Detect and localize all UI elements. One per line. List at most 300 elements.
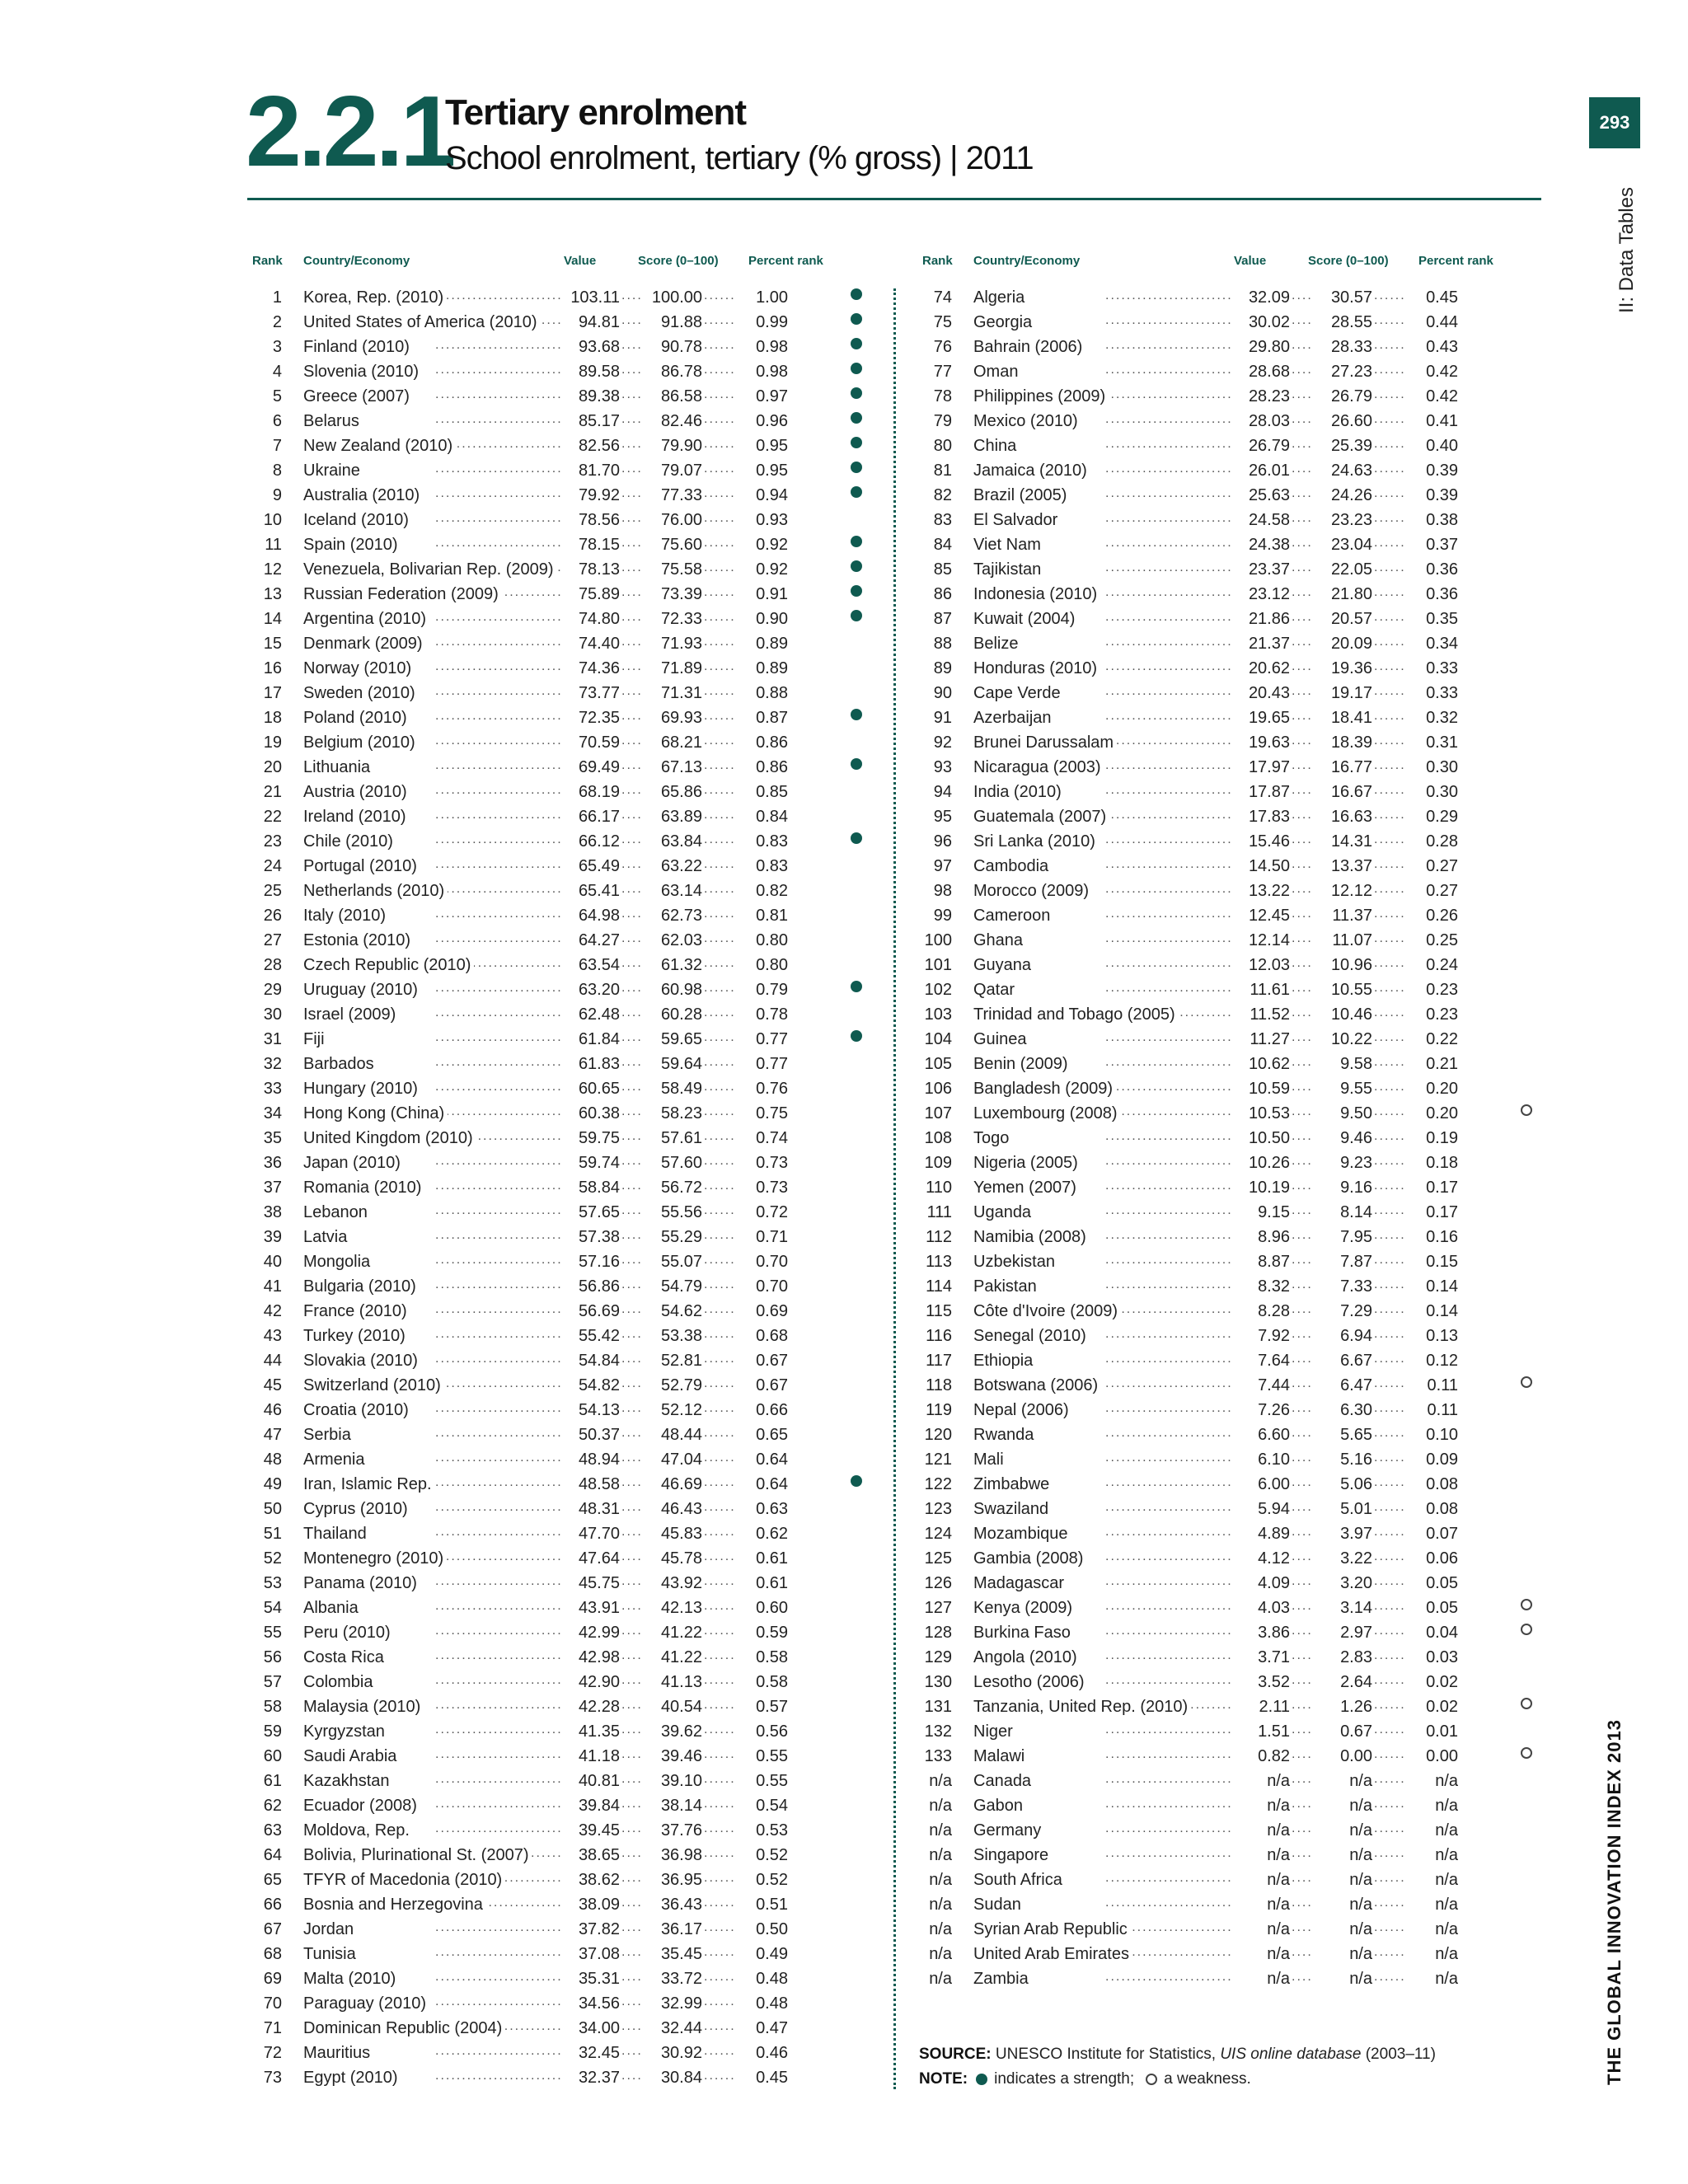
percent-rank-cell: 0.37 <box>1426 536 1458 554</box>
dot-leader <box>704 684 737 702</box>
score-cell: 24.63 <box>1330 462 1372 480</box>
percent-rank-cell: 0.80 <box>756 931 788 949</box>
dot-leader <box>621 288 643 307</box>
dot-leader <box>704 2019 737 2037</box>
rank-cell: 24 <box>263 857 282 875</box>
country-cell: Armenia <box>303 1451 368 1469</box>
dot-leader <box>1105 1871 1232 1889</box>
dot-leader <box>1374 585 1407 603</box>
dot-leader <box>435 1426 562 1444</box>
score-cell: n/a <box>1349 1797 1372 1815</box>
country-cell: Venezuela, Bolivarian Rep. (2009) <box>303 560 557 579</box>
percent-rank-cell: 0.45 <box>756 2069 788 2087</box>
country-cell: Malta (2010) <box>303 1970 399 1989</box>
dot-leader <box>704 1698 737 1716</box>
rank-cell: 21 <box>263 783 282 801</box>
rank-cell: 83 <box>933 511 952 529</box>
score-cell: n/a <box>1349 1945 1372 1963</box>
score-cell: 27.23 <box>1330 363 1372 381</box>
value-cell: 59.74 <box>578 1154 620 1172</box>
dot-leader <box>621 1846 643 1864</box>
strength-marker-icon <box>851 536 862 547</box>
rank-cell: 67 <box>263 1920 282 1938</box>
dot-leader <box>1292 1772 1313 1790</box>
percent-rank-cell: 0.77 <box>756 1055 788 1073</box>
dot-leader <box>621 758 643 776</box>
country-cell: Greece (2007) <box>303 387 413 406</box>
dot-leader <box>704 758 737 776</box>
percent-rank-cell: 0.86 <box>756 733 788 752</box>
score-cell: 33.72 <box>660 1970 702 1988</box>
dot-leader <box>1105 733 1232 752</box>
rank-cell: 130 <box>924 1673 952 1691</box>
country-cell: Trinidad and Tobago (2005) <box>973 1005 1179 1024</box>
country-cell: Denmark (2009) <box>303 635 426 654</box>
rank-cell: 19 <box>263 733 282 752</box>
dot-leader <box>435 338 562 356</box>
score-cell: 41.13 <box>660 1673 702 1691</box>
value-cell: 38.65 <box>578 1846 620 1864</box>
rank-cell: 29 <box>263 981 282 999</box>
value-cell: 10.19 <box>1248 1179 1290 1197</box>
dot-leader <box>621 1797 643 1815</box>
score-cell: 79.90 <box>660 437 702 455</box>
percent-rank-cell: 0.02 <box>1426 1673 1458 1691</box>
dot-leader <box>435 1673 562 1691</box>
dot-leader <box>435 931 562 949</box>
dot-leader <box>1105 635 1232 653</box>
percent-rank-cell: n/a <box>1435 1846 1458 1864</box>
strength-marker-icon <box>851 313 862 325</box>
dot-leader <box>1292 1821 1313 1840</box>
dot-leader <box>1374 1772 1407 1790</box>
country-cell: Jordan <box>303 1920 357 1939</box>
country-cell: Syrian Arab Republic <box>973 1920 1131 1939</box>
dot-leader <box>1105 1772 1232 1790</box>
country-cell: Uruguay (2010) <box>303 981 421 1000</box>
rank-cell: 9 <box>272 486 282 504</box>
dot-leader <box>704 1896 737 1914</box>
dot-leader <box>621 1624 643 1642</box>
rank-cell: 90 <box>933 684 952 702</box>
rank-cell: 22 <box>263 808 282 826</box>
dot-leader <box>621 1104 643 1122</box>
dot-leader <box>704 931 737 949</box>
rank-cell: 65 <box>263 1871 282 1889</box>
percent-rank-cell: 0.17 <box>1426 1179 1458 1197</box>
dot-leader <box>1374 1673 1407 1691</box>
percent-rank-cell: 0.11 <box>1427 1401 1458 1419</box>
weakness-marker-icon <box>1521 1376 1532 1388</box>
value-cell: 41.18 <box>578 1747 620 1765</box>
dot-leader <box>1374 437 1407 455</box>
rank-cell: 26 <box>263 907 282 925</box>
percent-rank-cell: 0.18 <box>1426 1154 1458 1172</box>
dot-leader <box>1105 1080 1232 1098</box>
value-cell: 48.58 <box>578 1475 620 1493</box>
dot-leader <box>435 486 562 504</box>
dot-leader <box>1374 363 1407 381</box>
dot-leader <box>704 338 737 356</box>
score-cell: 54.79 <box>660 1277 702 1296</box>
rank-cell: 50 <box>263 1500 282 1518</box>
dot-leader <box>704 1722 737 1741</box>
dot-leader <box>1374 1945 1407 1963</box>
country-cell: Qatar <box>973 981 1018 1000</box>
dot-leader <box>435 1080 562 1098</box>
score-cell: 16.77 <box>1330 758 1372 776</box>
dot-leader <box>704 832 737 851</box>
rank-cell: 98 <box>933 882 952 900</box>
rank-cell: 57 <box>263 1673 282 1691</box>
score-cell: 73.39 <box>660 585 702 603</box>
value-cell: 25.63 <box>1248 486 1290 504</box>
country-cell: Croatia (2010) <box>303 1401 412 1420</box>
dot-leader <box>1292 313 1313 331</box>
rank-cell: 92 <box>933 733 952 752</box>
rank-cell: 129 <box>924 1648 952 1666</box>
value-cell: 40.81 <box>578 1772 620 1790</box>
score-cell: 5.06 <box>1340 1475 1372 1493</box>
dot-leader <box>435 1055 562 1073</box>
rank-cell: 16 <box>263 659 282 677</box>
country-cell: Bulgaria (2010) <box>303 1277 420 1296</box>
percent-rank-cell: 0.64 <box>756 1475 788 1493</box>
country-cell: Canada <box>973 1772 1034 1791</box>
rank-cell: 62 <box>263 1797 282 1815</box>
country-cell: Algeria <box>973 288 1028 307</box>
dot-leader <box>1292 1228 1313 1246</box>
country-cell: Cameroon <box>973 907 1053 926</box>
score-cell: 6.67 <box>1340 1352 1372 1370</box>
page-subtitle: School enrolment, tertiary (% gross) | 2011 <box>445 140 1034 176</box>
strength-marker-icon <box>851 338 862 349</box>
dot-leader <box>1105 956 1232 974</box>
dot-leader <box>704 1154 737 1172</box>
value-cell: 79.92 <box>578 486 620 504</box>
percent-rank-cell: 0.45 <box>1426 288 1458 307</box>
legend-note <box>919 2070 1251 2088</box>
dot-leader <box>1292 1896 1313 1914</box>
rank-cell: 66 <box>263 1896 282 1914</box>
section-number: 2.2.1 <box>246 75 453 187</box>
dot-leader <box>1292 1129 1313 1147</box>
dot-leader <box>704 808 737 826</box>
rank-cell: 75 <box>933 313 952 331</box>
rank-cell: 31 <box>263 1030 282 1048</box>
rank-cell: 25 <box>263 882 282 900</box>
value-cell: 26.79 <box>1248 437 1290 455</box>
dot-leader <box>1374 288 1407 307</box>
percent-rank-cell: 0.13 <box>1426 1327 1458 1345</box>
percent-rank-cell: 0.55 <box>756 1772 788 1790</box>
value-cell: 3.86 <box>1258 1624 1290 1642</box>
country-cell: New Zealand (2010) <box>303 437 456 456</box>
dot-leader <box>1105 659 1232 677</box>
rank-cell: 113 <box>926 1253 952 1271</box>
country-cell: Angola (2010) <box>973 1648 1081 1667</box>
dot-leader <box>435 363 562 381</box>
value-cell: 35.31 <box>578 1970 620 1988</box>
value-cell: 89.58 <box>578 363 620 381</box>
dot-leader <box>1292 659 1313 677</box>
score-cell: 30.57 <box>1330 288 1372 307</box>
dot-leader <box>704 437 737 455</box>
dot-leader <box>704 1549 737 1568</box>
dot-leader <box>704 709 737 727</box>
country-cell: Bahrain (2006) <box>973 338 1085 357</box>
value-cell: 19.65 <box>1248 709 1290 727</box>
value-cell: 26.01 <box>1248 462 1290 480</box>
dot-leader <box>1292 1747 1313 1765</box>
dot-leader <box>1292 412 1313 430</box>
dot-leader <box>621 1549 643 1568</box>
rank-cell: 23 <box>263 832 282 851</box>
dot-leader <box>704 610 737 628</box>
score-cell: 52.79 <box>660 1376 702 1394</box>
dot-leader <box>704 363 737 381</box>
dot-leader <box>1292 1673 1313 1691</box>
dot-leader <box>704 387 737 405</box>
score-cell: 42.13 <box>660 1599 702 1617</box>
dot-leader <box>1292 1624 1313 1642</box>
dot-leader <box>621 1376 643 1394</box>
dot-leader <box>621 536 643 554</box>
country-cell: Kyrgyzstan <box>303 1722 388 1741</box>
score-cell: 23.04 <box>1330 536 1372 554</box>
value-cell: 94.81 <box>578 313 620 331</box>
dot-leader <box>1374 1475 1407 1493</box>
dot-leader <box>621 709 643 727</box>
value-cell: n/a <box>1267 1970 1290 1988</box>
score-cell: 86.78 <box>660 363 702 381</box>
country-cell: Paraguay (2010) <box>303 1994 429 2013</box>
dot-leader <box>1374 1253 1407 1271</box>
rank-cell: n/a <box>929 1846 952 1864</box>
dot-leader <box>621 1994 643 2013</box>
rank-cell: 28 <box>263 956 282 974</box>
dot-leader <box>704 1648 737 1666</box>
dot-leader <box>435 659 562 677</box>
score-cell: 60.98 <box>660 981 702 999</box>
dot-leader <box>1374 387 1407 405</box>
dot-leader <box>704 907 737 925</box>
dot-leader <box>435 1994 562 2013</box>
weakness-marker-icon <box>1521 1747 1532 1759</box>
rank-cell: n/a <box>929 1896 952 1914</box>
percent-rank-cell: 0.55 <box>756 1747 788 1765</box>
rank-cell: 6 <box>272 412 282 430</box>
country-cell: Czech Republic (2010) <box>303 956 474 975</box>
side-section-label: II: Data Tables <box>1615 187 1638 313</box>
dot-leader <box>1292 956 1313 974</box>
value-cell: 2.11 <box>1259 1698 1290 1716</box>
rank-cell: 119 <box>926 1401 952 1419</box>
country-cell: Spain (2010) <box>303 536 401 555</box>
dot-leader <box>435 1030 562 1048</box>
country-cell: Slovenia (2010) <box>303 363 422 382</box>
dot-leader <box>1292 1722 1313 1741</box>
value-cell: 11.27 <box>1250 1030 1290 1048</box>
rank-cell: 30 <box>263 1005 282 1024</box>
percent-rank-cell: 0.11 <box>1427 1376 1458 1394</box>
strength-marker-icon <box>851 610 862 621</box>
rank-cell: 122 <box>924 1475 952 1493</box>
dot-leader <box>1105 1030 1232 1048</box>
dot-leader <box>1105 981 1232 999</box>
value-cell: 13.22 <box>1248 882 1290 900</box>
percent-rank-cell: 0.48 <box>756 1994 788 2013</box>
score-cell: 41.22 <box>660 1624 702 1642</box>
dot-leader <box>621 1080 643 1098</box>
dot-leader <box>1374 1302 1407 1320</box>
country-cell: Montenegro (2010) <box>303 1549 447 1568</box>
value-cell: 7.44 <box>1258 1376 1290 1394</box>
dot-leader <box>1292 1945 1313 1963</box>
dot-leader <box>621 956 643 974</box>
dot-leader <box>621 2019 643 2037</box>
country-cell: Yemen (2007) <box>973 1179 1080 1197</box>
score-cell: 36.95 <box>660 1871 702 1889</box>
value-cell: 14.50 <box>1248 857 1290 875</box>
weakness-marker-icon <box>1521 1104 1532 1116</box>
dot-leader <box>1105 882 1232 900</box>
dot-leader <box>1292 1920 1313 1938</box>
rank-cell: 79 <box>933 412 952 430</box>
score-cell: 36.98 <box>660 1846 702 1864</box>
country-cell: Switzerland (2010) <box>303 1376 444 1395</box>
percent-rank-cell: 0.08 <box>1426 1475 1458 1493</box>
percent-rank-cell: 0.94 <box>756 486 788 504</box>
dot-leader <box>621 1648 643 1666</box>
dot-leader <box>1374 1970 1407 1988</box>
dot-leader <box>704 560 737 579</box>
dot-leader <box>1374 733 1407 752</box>
rank-cell: 117 <box>926 1352 952 1370</box>
rank-cell: 48 <box>263 1451 282 1469</box>
dot-leader <box>1374 1747 1407 1765</box>
value-cell: 42.28 <box>578 1698 620 1716</box>
country-cell: China <box>973 437 1020 456</box>
dot-leader <box>435 1277 562 1296</box>
note-strength-text: indicates a strength; <box>994 2070 1135 2088</box>
dot-leader <box>1292 684 1313 702</box>
rank-cell: 85 <box>933 560 952 579</box>
score-cell: 7.33 <box>1340 1277 1372 1296</box>
value-cell: n/a <box>1267 1846 1290 1864</box>
dot-leader <box>1105 1549 1232 1568</box>
dot-leader <box>1374 1896 1407 1914</box>
dot-leader <box>621 1500 643 1518</box>
country-cell: Lesotho (2006) <box>973 1673 1088 1692</box>
source-note <box>919 2046 1436 2064</box>
country-cell: Kuwait (2004) <box>973 610 1078 629</box>
percent-rank-cell: 0.10 <box>1426 1426 1458 1444</box>
dot-leader <box>1292 1277 1313 1296</box>
score-cell: 79.07 <box>660 462 702 480</box>
dot-leader <box>435 1722 562 1741</box>
score-cell: 18.41 <box>1330 709 1372 727</box>
country-cell: Senegal (2010) <box>973 1327 1090 1346</box>
value-cell: 58.84 <box>578 1179 620 1197</box>
rank-cell: 39 <box>263 1228 282 1246</box>
percent-rank-cell: 0.87 <box>756 709 788 727</box>
rank-cell: 76 <box>933 338 952 356</box>
percent-rank-cell: 0.30 <box>1426 758 1458 776</box>
country-cell: Georgia <box>973 313 1035 332</box>
dot-leader <box>704 511 737 529</box>
country-cell: Mali <box>973 1451 1007 1469</box>
score-cell: n/a <box>1349 1772 1372 1790</box>
header-rule <box>247 198 1541 200</box>
dot-leader <box>1374 1821 1407 1840</box>
dot-leader <box>1374 1005 1407 1024</box>
percent-rank-cell: 0.95 <box>756 437 788 455</box>
source-years: (2003–11) <box>1361 2046 1436 2063</box>
dot-leader <box>435 1500 562 1518</box>
weakness-marker-icon <box>1521 1624 1532 1635</box>
country-cell: Latvia <box>303 1228 350 1247</box>
score-cell: 57.61 <box>660 1129 702 1147</box>
value-cell: 6.10 <box>1258 1451 1290 1469</box>
score-cell: 14.31 <box>1330 832 1372 851</box>
rank-cell: 8 <box>272 462 282 480</box>
dot-leader <box>435 511 562 529</box>
score-cell: 54.62 <box>660 1302 702 1320</box>
value-cell: 8.32 <box>1258 1277 1290 1296</box>
rank-cell: 82 <box>933 486 952 504</box>
rank-cell: 80 <box>933 437 952 455</box>
value-cell: 42.98 <box>578 1648 620 1666</box>
dot-leader <box>621 1055 643 1073</box>
header-rank: Rank <box>922 254 953 268</box>
value-cell: 78.56 <box>578 511 620 529</box>
score-cell: 32.99 <box>660 1994 702 2013</box>
dot-leader <box>1105 1624 1232 1642</box>
country-cell: Iran, Islamic Rep. <box>303 1475 435 1494</box>
score-cell: 62.73 <box>660 907 702 925</box>
score-cell: 32.44 <box>660 2019 702 2037</box>
dot-leader <box>704 585 737 603</box>
value-cell: 74.80 <box>578 610 620 628</box>
country-cell: Costa Rica <box>303 1648 387 1667</box>
strength-marker-icon <box>851 288 862 300</box>
percent-rank-cell: 0.01 <box>1426 1722 1458 1741</box>
dot-leader <box>1374 1228 1407 1246</box>
percent-rank-cell: 0.89 <box>756 659 788 677</box>
dot-leader <box>1374 1376 1407 1394</box>
dot-leader <box>704 1030 737 1048</box>
country-cell: Ukraine <box>303 462 363 480</box>
source-label: SOURCE: <box>919 2046 992 2063</box>
dot-leader <box>621 1920 643 1938</box>
dot-leader <box>1374 412 1407 430</box>
dot-leader <box>704 1821 737 1840</box>
percent-rank-cell: 0.90 <box>756 610 788 628</box>
score-cell: n/a <box>1349 1871 1372 1889</box>
score-cell: 6.47 <box>1340 1376 1372 1394</box>
dot-leader <box>1105 1475 1232 1493</box>
score-cell: 30.84 <box>660 2069 702 2087</box>
strength-marker-icon <box>851 758 862 770</box>
dot-leader <box>1105 1401 1232 1419</box>
column-divider <box>893 288 896 2089</box>
percent-rank-cell: 0.75 <box>756 1104 788 1122</box>
dot-leader <box>1292 1846 1313 1864</box>
dot-leader <box>1374 1327 1407 1345</box>
strength-marker-icon <box>976 2074 987 2085</box>
country-cell: Saudi Arabia <box>303 1747 400 1766</box>
